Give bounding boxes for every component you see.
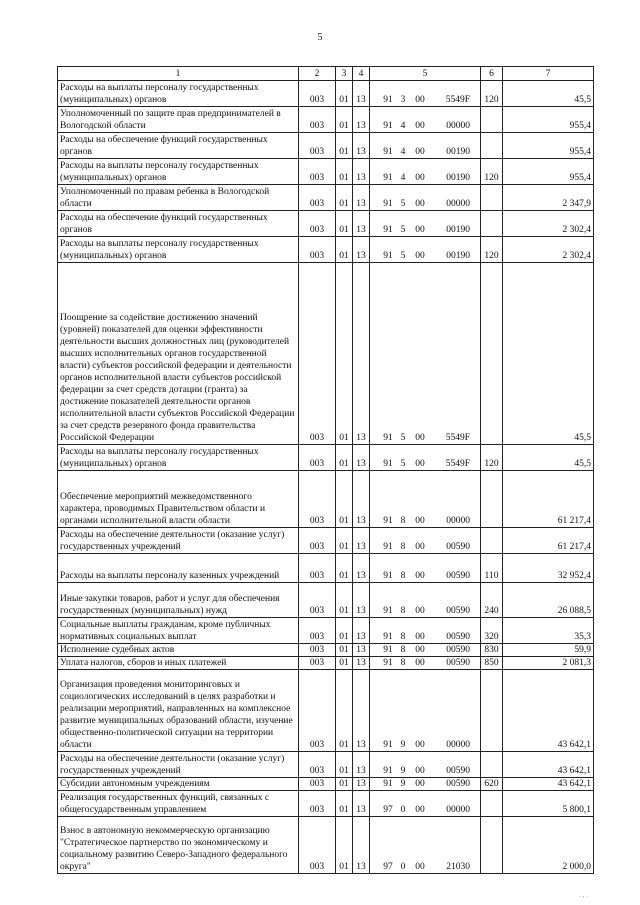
code-event: 00 [415, 779, 425, 789]
row-name: Расходы на обеспечение функций государственных органов [58, 133, 299, 159]
row-col-4: 13 [353, 670, 370, 752]
col-header-3: 3 [336, 67, 353, 81]
code-program: 91 [383, 199, 393, 209]
row-col-6 [481, 263, 503, 445]
row-col-3: 01 [336, 81, 353, 107]
row-col-2: 003 [299, 107, 336, 133]
row-name: Расходы на обеспечение функций государственных органов [58, 211, 299, 237]
row-amount: 955,4 [503, 159, 594, 185]
row-col-2: 003 [299, 211, 336, 237]
table-row [58, 445, 594, 471]
row-col-4: 13 [353, 133, 370, 159]
row-col-6: 320 [481, 618, 503, 644]
code-direction: 00000 [446, 199, 470, 209]
code-direction: 5549F [445, 433, 470, 443]
code-direction: 00590 [446, 766, 470, 776]
row-col-6 [481, 107, 503, 133]
code-program: 91 [383, 251, 393, 261]
row-col-4: 13 [353, 752, 370, 778]
row-code [370, 263, 481, 445]
row-col-3: 01 [336, 237, 353, 263]
row-col-2: 003 [299, 133, 336, 159]
row-col-4: 13 [353, 817, 370, 874]
code-program: 91 [383, 658, 393, 668]
code-event: 00 [415, 95, 425, 105]
row-col-2: 003 [299, 618, 336, 644]
code-program: 91 [383, 173, 393, 183]
row-amount: 35,3 [503, 618, 594, 644]
col-header-2: 2 [299, 67, 336, 81]
row-code [370, 644, 481, 657]
row-col-2: 003 [299, 528, 336, 554]
code-program: 91 [383, 121, 393, 131]
code-program: 91 [383, 632, 393, 642]
code-event: 00 [415, 766, 425, 776]
code-subprogram: 4 [400, 173, 406, 183]
code-direction: 5549F [445, 459, 470, 469]
row-col-3: 01 [336, 133, 353, 159]
code-subprogram: 5 [400, 251, 406, 261]
code-event: 00 [415, 251, 425, 261]
code-program: 91 [383, 95, 393, 105]
row-col-2: 003 [299, 445, 336, 471]
row-col-4: 13 [353, 618, 370, 644]
row-amount: 45,5 [503, 81, 594, 107]
col-header-7: 7 [503, 67, 594, 81]
row-col-3: 01 [336, 554, 353, 583]
code-subprogram: 8 [400, 645, 406, 655]
row-col-4: 13 [353, 185, 370, 211]
row-name: Расходы на выплаты персоналу государственных (муниципальных) органов [58, 237, 299, 263]
code-program: 97 [383, 805, 393, 815]
row-col-2: 003 [299, 583, 336, 618]
code-program: 91 [383, 740, 393, 750]
code-subprogram: 8 [400, 632, 406, 642]
code-program: 91 [383, 571, 393, 581]
row-col-3: 01 [336, 752, 353, 778]
table-row [58, 471, 594, 528]
code-direction: 00190 [446, 225, 470, 235]
row-name: Обеспечение мероприятий межведомственного характера, проводимых Правительством области и органами исполнительной власти области [58, 471, 299, 528]
row-amount: 955,4 [503, 133, 594, 159]
row-col-6: 110 [481, 554, 503, 583]
col-header-5: 5 [370, 67, 481, 81]
row-name: Иные закупки товаров, работ и услуг для обеспечения государственных (муниципальных) нужд [58, 583, 299, 618]
code-event: 00 [415, 199, 425, 209]
row-col-3: 01 [336, 263, 353, 445]
row-code [370, 657, 481, 670]
row-amount: 26 088,5 [503, 583, 594, 618]
row-col-4: 13 [353, 644, 370, 657]
row-name: Уплата налогов, сборов и иных платежей [58, 657, 299, 670]
code-program: 91 [383, 516, 393, 526]
row-col-6 [481, 752, 503, 778]
table-row [58, 211, 594, 237]
code-direction: 00590 [446, 645, 470, 655]
row-amount: 2 000,0 [503, 817, 594, 874]
table-row [58, 554, 594, 583]
row-name: Исполнение судебных актов [58, 644, 299, 657]
row-name: Расходы на выплаты персоналу казенных учреждений [58, 554, 299, 583]
table-row [58, 618, 594, 644]
code-direction: 00590 [446, 571, 470, 581]
row-col-3: 01 [336, 445, 353, 471]
row-code [370, 237, 481, 263]
row-name: Расходы на выплаты персоналу государственных (муниципальных) органов [58, 159, 299, 185]
row-amount: 59,9 [503, 644, 594, 657]
row-col-2: 003 [299, 791, 336, 817]
code-event: 00 [415, 645, 425, 655]
row-col-4: 13 [353, 583, 370, 618]
code-direction: 00000 [446, 121, 470, 131]
code-event: 00 [415, 516, 425, 526]
row-code [370, 554, 481, 583]
table-row [58, 263, 594, 445]
row-code [370, 791, 481, 817]
row-name: Уполномоченный по защите прав предпринимателей в Вологодской области [58, 107, 299, 133]
corner-mark: . , . [579, 891, 588, 899]
row-name: Организация проведения мониторинговых и социологических исследований в целях разработки и реализации мероприятий, направленных на комплексное развитие муниципальных образований области, изучение общественно-политической ситуации на территории области [58, 670, 299, 752]
row-name: Уполномоченный по правам ребенка в Вологодской области [58, 185, 299, 211]
row-col-4: 13 [353, 554, 370, 583]
code-subprogram: 4 [400, 121, 406, 131]
code-event: 00 [415, 173, 425, 183]
row-name: Расходы на выплаты персоналу государственных (муниципальных) органов [58, 445, 299, 471]
table-row [58, 185, 594, 211]
row-col-4: 13 [353, 445, 370, 471]
code-event: 00 [415, 805, 425, 815]
row-col-4: 13 [353, 237, 370, 263]
code-program: 97 [383, 862, 393, 872]
row-amount: 43 642,1 [503, 778, 594, 791]
code-direction: 21030 [446, 862, 470, 872]
row-col-6 [481, 133, 503, 159]
code-direction: 00000 [446, 516, 470, 526]
code-subprogram: 5 [400, 225, 406, 235]
row-name: Поощрение за содействие достижению значений (уровней) показателей для оценки эффективности деятельности высших должностных лиц (руководителей высших исполнительных органов государственной власти) субъектов российской федерации и деятельности органов исполнительной власти субъектов российской федерации за счет средств дотации (гранта) за достижение показателей деятельности органов исполнительной власти субъектов Российской Федерации за счет средств резервного фонда правительства Российской Федерации [58, 263, 299, 445]
code-direction: 00190 [446, 173, 470, 183]
row-name: Расходы на обеспечение деятельности (оказание услуг) государственных учреждений [58, 528, 299, 554]
code-subprogram: 5 [400, 459, 406, 469]
row-col-4: 13 [353, 471, 370, 528]
code-direction: 00190 [446, 147, 470, 157]
row-col-4: 13 [353, 528, 370, 554]
code-program: 91 [383, 225, 393, 235]
table-row [58, 81, 594, 107]
row-col-3: 01 [336, 778, 353, 791]
row-code [370, 133, 481, 159]
table-row [58, 817, 594, 874]
row-amount: 5 800,1 [503, 791, 594, 817]
code-direction: 00590 [446, 632, 470, 642]
row-col-4: 13 [353, 791, 370, 817]
row-col-3: 01 [336, 211, 353, 237]
code-subprogram: 4 [400, 147, 406, 157]
row-col-3: 01 [336, 670, 353, 752]
code-event: 00 [415, 740, 425, 750]
row-code [370, 211, 481, 237]
budget-table [57, 66, 594, 874]
code-subprogram: 9 [400, 740, 406, 750]
row-amount: 2 302,4 [503, 211, 594, 237]
table-row [58, 644, 594, 657]
header-row [58, 67, 594, 81]
code-event: 00 [415, 862, 425, 872]
code-direction: 00000 [446, 740, 470, 750]
code-direction: 5549F [445, 95, 470, 105]
row-col-6: 120 [481, 445, 503, 471]
row-col-4: 13 [353, 657, 370, 670]
row-col-6 [481, 817, 503, 874]
table-row [58, 583, 594, 618]
code-program: 91 [383, 459, 393, 469]
table-row [58, 778, 594, 791]
row-code [370, 778, 481, 791]
row-col-2: 003 [299, 159, 336, 185]
row-col-3: 01 [336, 657, 353, 670]
row-code [370, 159, 481, 185]
row-name: Субсидии автономным учреждениям [58, 778, 299, 791]
code-program: 91 [383, 645, 393, 655]
code-direction: 00590 [446, 658, 470, 668]
code-subprogram: 8 [400, 542, 406, 552]
row-col-6: 120 [481, 159, 503, 185]
row-amount: 45,5 [503, 263, 594, 445]
table-row [58, 657, 594, 670]
code-program: 91 [383, 542, 393, 552]
code-direction: 00590 [446, 779, 470, 789]
row-col-4: 13 [353, 211, 370, 237]
row-col-4: 13 [353, 107, 370, 133]
row-amount: 61 217,4 [503, 528, 594, 554]
row-col-4: 13 [353, 81, 370, 107]
row-amount: 45,5 [503, 445, 594, 471]
table-row [58, 159, 594, 185]
row-col-2: 003 [299, 471, 336, 528]
row-name: Реализация государственных функций, связанных с общегосударственным управлением [58, 791, 299, 817]
row-code [370, 107, 481, 133]
row-amount: 43 642,1 [503, 752, 594, 778]
code-program: 91 [383, 766, 393, 776]
code-event: 00 [415, 542, 425, 552]
row-col-2: 003 [299, 670, 336, 752]
code-subprogram: 5 [400, 433, 406, 443]
row-col-6 [481, 471, 503, 528]
table-row [58, 752, 594, 778]
row-col-6: 830 [481, 644, 503, 657]
code-subprogram: 8 [400, 516, 406, 526]
code-direction: 00590 [446, 542, 470, 552]
table-row [58, 791, 594, 817]
row-col-6: 120 [481, 237, 503, 263]
code-event: 00 [415, 571, 425, 581]
row-col-2: 003 [299, 81, 336, 107]
row-amount: 2 081,3 [503, 657, 594, 670]
code-program: 91 [383, 147, 393, 157]
row-col-3: 01 [336, 528, 353, 554]
row-code [370, 445, 481, 471]
code-program: 91 [383, 606, 393, 616]
row-col-2: 003 [299, 185, 336, 211]
row-amount: 955,4 [503, 107, 594, 133]
table-row [58, 670, 594, 752]
code-subprogram: 3 [400, 95, 406, 105]
row-col-2: 003 [299, 657, 336, 670]
row-amount: 32 952,4 [503, 554, 594, 583]
row-col-3: 01 [336, 107, 353, 133]
row-col-2: 003 [299, 263, 336, 445]
row-col-6 [481, 211, 503, 237]
page-number: 5 [317, 32, 323, 43]
row-col-2: 003 [299, 817, 336, 874]
code-subprogram: 5 [400, 199, 406, 209]
row-col-2: 003 [299, 644, 336, 657]
row-amount: 43 642,1 [503, 670, 594, 752]
row-col-6 [481, 185, 503, 211]
code-event: 00 [415, 433, 425, 443]
code-direction: 00190 [446, 251, 470, 261]
row-col-3: 01 [336, 644, 353, 657]
row-col-2: 003 [299, 554, 336, 583]
row-amount: 61 217,4 [503, 471, 594, 528]
row-col-2: 003 [299, 778, 336, 791]
col-header-6: 6 [481, 67, 503, 81]
row-col-3: 01 [336, 185, 353, 211]
code-subprogram: 0 [400, 862, 406, 872]
row-col-4: 13 [353, 778, 370, 791]
row-code [370, 670, 481, 752]
row-name: Взнос в автономную некоммерческую организацию "Стратегическое партнерство по экономическому и социальному развитию Северо-Западного федерального округа" [58, 817, 299, 874]
code-subprogram: 8 [400, 658, 406, 668]
row-code [370, 185, 481, 211]
row-col-2: 003 [299, 237, 336, 263]
row-col-6: 240 [481, 583, 503, 618]
row-col-6 [481, 528, 503, 554]
code-event: 00 [415, 147, 425, 157]
row-col-3: 01 [336, 159, 353, 185]
row-col-3: 01 [336, 583, 353, 618]
table-row [58, 528, 594, 554]
row-name: Расходы на выплаты персоналу государственных (муниципальных) органов [58, 81, 299, 107]
row-col-3: 01 [336, 471, 353, 528]
table-row [58, 107, 594, 133]
row-col-6: 850 [481, 657, 503, 670]
row-name: Социальные выплаты гражданам, кроме публичных нормативных социальных выплат [58, 618, 299, 644]
row-code [370, 817, 481, 874]
code-event: 00 [415, 632, 425, 642]
row-code [370, 752, 481, 778]
row-amount: 2 347,9 [503, 185, 594, 211]
code-direction: 00590 [446, 606, 470, 616]
row-name: Расходы на обеспечение деятельности (оказание услуг) государственных учреждений [58, 752, 299, 778]
row-code [370, 528, 481, 554]
row-col-6 [481, 791, 503, 817]
code-subprogram: 8 [400, 571, 406, 581]
code-subprogram: 8 [400, 606, 406, 616]
row-amount: 2 302,4 [503, 237, 594, 263]
code-program: 91 [383, 433, 393, 443]
code-event: 00 [415, 459, 425, 469]
row-col-3: 01 [336, 817, 353, 874]
row-code [370, 583, 481, 618]
row-col-4: 13 [353, 159, 370, 185]
code-event: 00 [415, 658, 425, 668]
row-code [370, 471, 481, 528]
col-header-4: 4 [353, 67, 370, 81]
row-col-3: 01 [336, 791, 353, 817]
table-row [58, 237, 594, 263]
code-program: 91 [383, 779, 393, 789]
code-event: 00 [415, 225, 425, 235]
row-col-4: 13 [353, 263, 370, 445]
row-code [370, 81, 481, 107]
code-subprogram: 9 [400, 766, 406, 776]
table-row [58, 133, 594, 159]
row-col-2: 003 [299, 752, 336, 778]
code-event: 00 [415, 606, 425, 616]
col-header-1: 1 [58, 67, 299, 81]
row-col-6 [481, 670, 503, 752]
code-subprogram: 9 [400, 779, 406, 789]
code-direction: 00000 [446, 805, 470, 815]
row-col-3: 01 [336, 618, 353, 644]
row-col-6: 120 [481, 81, 503, 107]
row-code [370, 618, 481, 644]
row-col-6: 620 [481, 778, 503, 791]
code-subprogram: 0 [400, 805, 406, 815]
code-event: 00 [415, 121, 425, 131]
